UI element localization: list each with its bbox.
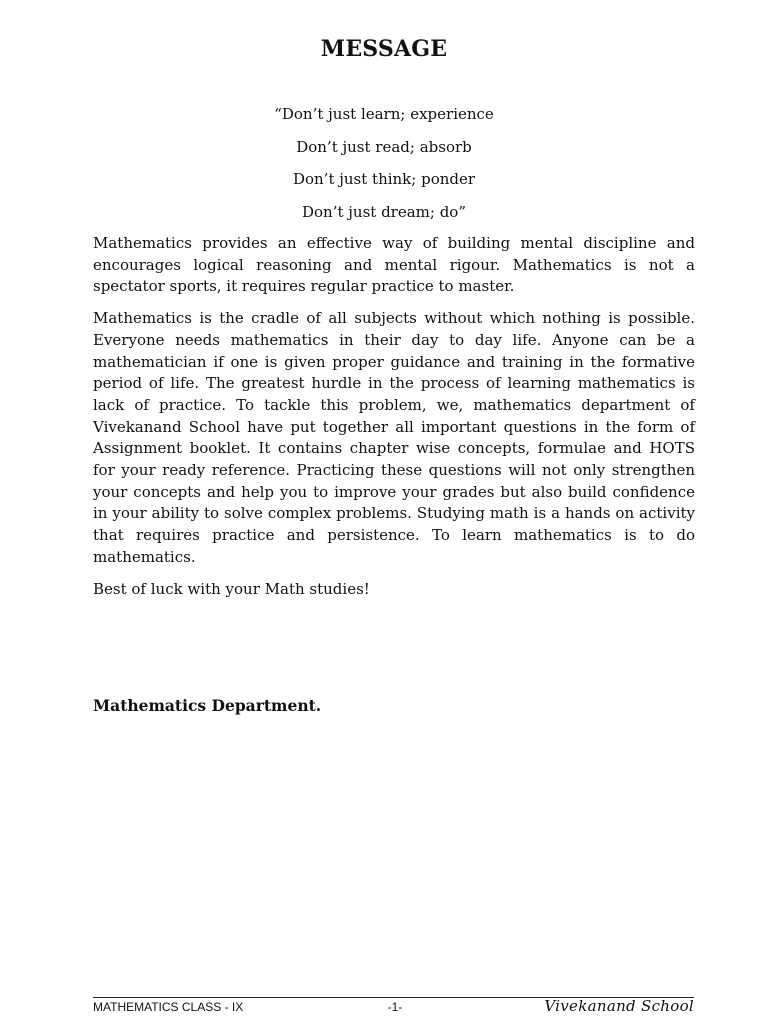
page-footer — [93, 999, 694, 1019]
signature: Mathematics Department. — [93, 696, 322, 715]
paragraph: Best of luck with your Math studies! — [93, 579, 370, 598]
quote-block — [0, 100, 768, 230]
quote-line: Don’t just think; ponder — [292, 170, 476, 188]
footer-class-label: MATHEMATICS CLASS - IX — [93, 1000, 244, 1014]
page-title: MESSAGE — [320, 36, 448, 62]
quote-line: Don’t just read; absorb — [296, 137, 472, 156]
quote-line: “Don’t just learn; experience — [274, 105, 494, 123]
quote-line: Don’t just dream; do” — [301, 202, 467, 221]
paragraph: Mathematics is the cradle of all subjects without which nothing is possible. Everyone needs mathematics in their day to day life. Anyone can be a mathematician if one is given proper guidance and training in the formative period of life. The greatest hurdle in the process of learning mathematics is lack of practice. To tackle this problem, we, mathematics department of Vivekanand School have put together all important questions in the form of Assignment booklet. It contains chapter wise concepts, formulae and HOTS for your ready reference. Practicing these questions will not only strengthen your concepts and help you to improve your grades but also build confidence in your ability to solve complex problems. Studying math is a hands on activity that requires practice and persistence. To learn mathematics is to do mathematics. — [93, 309, 695, 566]
school-name: Vivekanand School — [544, 997, 694, 1015]
paragraph: Mathematics provides an effective way of building mental discipline and encourages logical reasoning and mental rigour. Mathematics is not a spectator sports, it requires regular practice to master. — [93, 234, 695, 296]
message-body — [93, 233, 695, 610]
page-number: -1- — [387, 1000, 403, 1014]
